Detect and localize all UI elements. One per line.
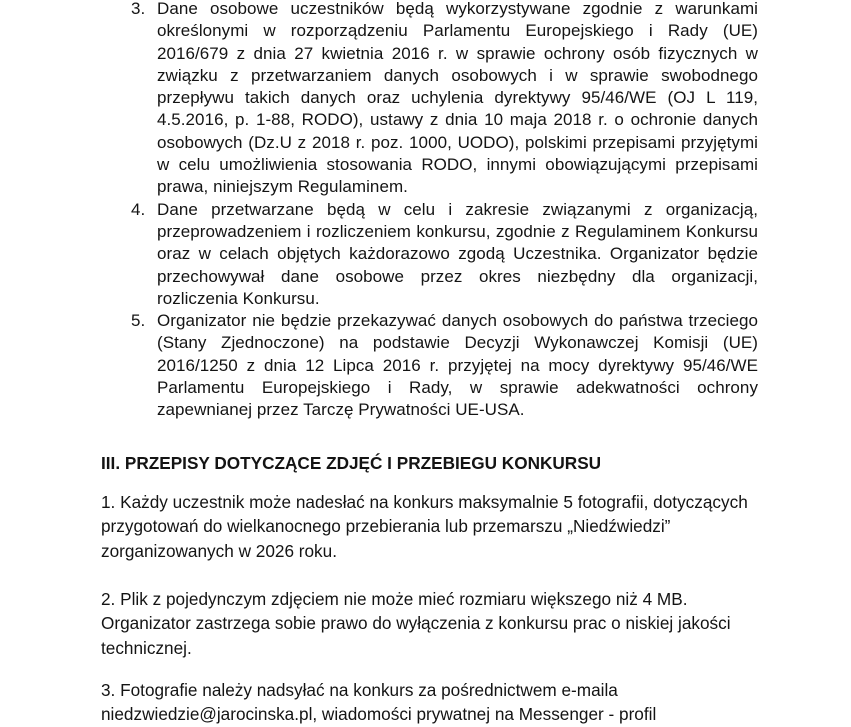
section-heading: III. PRZEPISY DOTYCZĄCE ZDJĘĆ I PRZEBIEGU KONKURSU xyxy=(101,453,602,473)
list-item xyxy=(126,0,758,199)
numbered-list xyxy=(126,0,758,422)
paragraph-submission: 3. Fotografie należy nadsyłać na konkurs za pośrednictwem e-maila niedzwiedzie@jarocinska.pl, wiadomości prywatnej na Messenger - profil xyxy=(101,680,657,725)
list-item-text: Organizator nie będzie przekazywać danych osobowych do państwa trzeciego (Stany Zjednoczone) na podstawie Decyzji Wykonawczej Komisji (UE) 2016/1250 z dnia 12 Lipca 2016 r. przyjętej na mocy dyrektywy 95/46/WE Parlamentu Europejskiego i Rady, w sprawie adekwatności ochrony zapewnianej przez Tarczę Prywatności UE-USA. xyxy=(157,311,758,420)
list-item xyxy=(126,310,758,421)
list-item-number: 4. xyxy=(131,199,146,219)
list-item-text: Dane osobowe uczestników będą wykorzystywane zgodnie z warunkami określonymi w rozporządzeniu Parlamentu Europejskiego i Rady (UE) 2016/679 z dnia 27 kwietnia 2016 r. w sprawie ochrony osób fizycznych w związku z przetwarzaniem danych osobowych i w sprawie swobodnego przepływu takich danych oraz uchylenia dyrektywy 95/46/WE (OJ L 119, 4.5.2016, p. 1-88, RODO), ustawy z dnia 10 maja 2018 r. o ochronie danych osobowych (Dz.U z 2018 r. poz. 1000, UODO), polskimi przepisami przyjętymi w celu umożliwienia stosowania RODO, innymi obowiązującymi przepisami prawa, niniejszym Regulaminem. xyxy=(157,0,758,197)
paragraph-photo-limit: 1. Każdy uczestnik może nadesłać na konkurs maksymalnie 5 fotografii, dotyczących przygotowań do wielkanocnego przebierania lub przemarszu „Niedźwiedzi” zorganizowanych w 2026 roku. xyxy=(101,492,748,561)
list-item xyxy=(126,199,758,310)
list-item-number: 5. xyxy=(131,311,146,331)
list-item-text: Dane przetwarzane będą w celu i zakresie związanymi z organizacją, przeprowadzeniem i rozliczeniem konkursu, zgodnie z Regulaminem Konkursu oraz w celach objętych każdorazowo zgodą Uczestnika. Organizator będzie przechowywał dane osobowe przez okres niezbędny dla organizacji, rozliczenia Konkursu. xyxy=(157,199,758,308)
list-item-number: 3. xyxy=(131,0,146,18)
paragraph-file-size: 2. Plik z pojedynczym zdjęciem nie może mieć rozmiaru większego niż 4 MB. Organizator zastrzega sobie prawo do wyłączenia z konkursu prac o niskiej jakości technicznej. xyxy=(101,589,731,658)
